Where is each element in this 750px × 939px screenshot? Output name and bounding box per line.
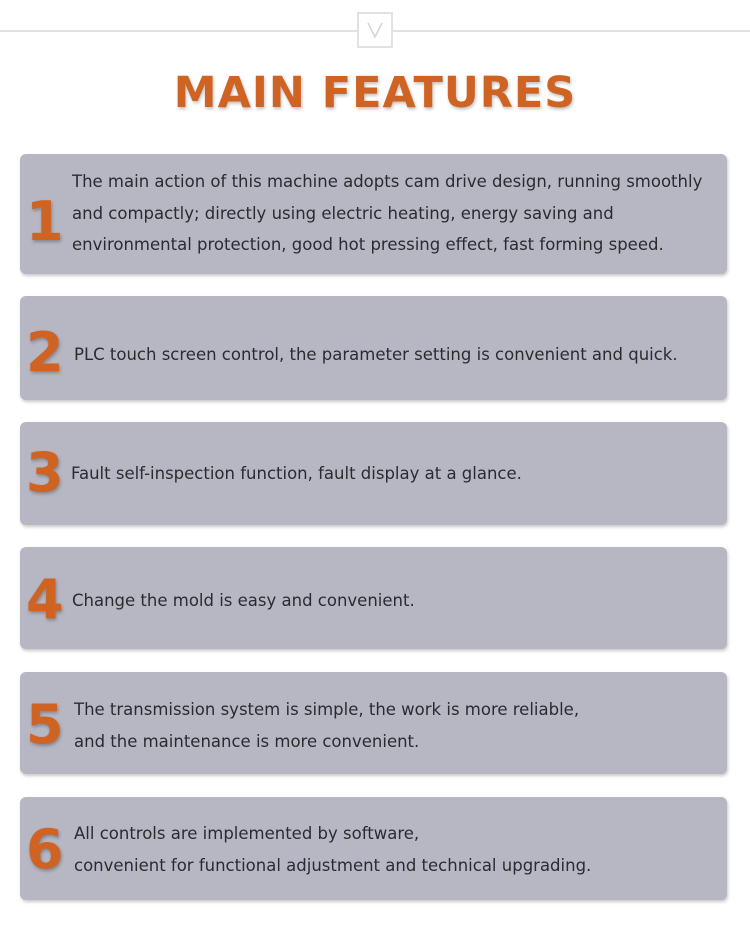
feature-line: Fault self-inspection function, fault display at a glance. [71, 464, 522, 483]
feature-text [72, 585, 415, 617]
page-title: MAIN FEATURES [173, 68, 577, 118]
feature-line: The transmission system is simple, the work is more reliable, [74, 700, 580, 719]
feature-text [74, 339, 678, 371]
feature-number: 1 [26, 190, 64, 253]
feature-card-2 [20, 296, 727, 400]
feature-line: and the maintenance is more convenient. [74, 731, 420, 751]
feature-card-5 [20, 672, 727, 774]
feature-line: The main action of this machine adopts cam drive design, running smoothly [72, 172, 703, 191]
feature-line: Change the mold is easy and convenient. [72, 591, 415, 610]
v-chevron-icon [357, 12, 393, 48]
feature-card-3 [20, 422, 727, 525]
feature-text [72, 166, 702, 261]
feature-line: environmental protection, good hot pressing effect, fast forming speed. [72, 235, 664, 254]
feature-line: All controls are implemented by software, [74, 824, 420, 843]
feature-card-1 [20, 154, 727, 274]
feature-number: 3 [26, 441, 64, 504]
feature-line: convenient for functional adjustment and technical upgrading. [74, 855, 592, 875]
header-divider-right [393, 30, 750, 32]
feature-line: and compactly; directly using electric heating, energy saving and [72, 203, 614, 223]
feature-number: 5 [26, 693, 64, 756]
feature-line: PLC touch screen control, the parameter setting is convenient and quick. [74, 345, 678, 364]
feature-number: 2 [26, 321, 64, 384]
feature-card-6 [20, 797, 727, 900]
feature-number: 6 [26, 818, 64, 881]
feature-number: 4 [26, 568, 64, 631]
feature-text [74, 694, 579, 757]
feature-text [71, 458, 522, 490]
feature-card-4 [20, 547, 727, 649]
feature-text [74, 818, 591, 881]
header-divider-left [0, 30, 357, 32]
